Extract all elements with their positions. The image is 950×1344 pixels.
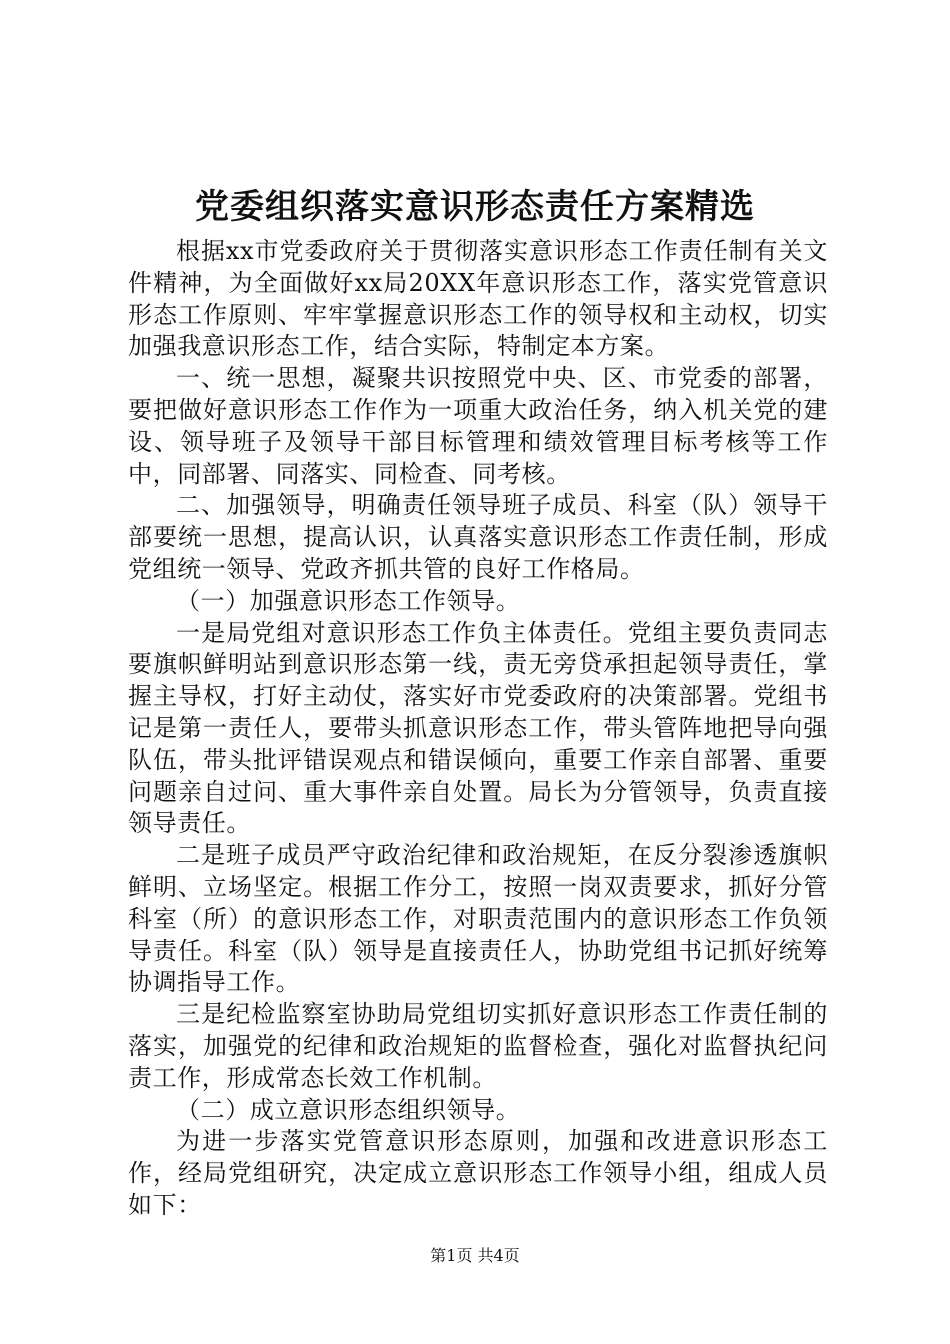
paragraph-item-1: 一是局党组对意识形态工作负主体责任。党组主要负责同志要旗帜鲜明站到意识形态第一线，责无旁贷承担起领导责任，掌握主导权，打好主动仗，落实好市党委政府的决策部署。党组书记是第一责任人，要带头抓意识形态工作，带头管阵地把导向强队伍，带头批评错误观点和错误倾向，重要工作亲自部署、重要问题亲自过问、重大事件亲自处置。局长为分管领导，负责直接领导责任。 <box>128 618 828 838</box>
paragraph-item-2: 二是班子成员严守政治纪律和政治规矩，在反分裂渗透旗帜鲜明、立场坚定。根据工作分工，按照一岗双责要求，抓好分管科室（所）的意识形态工作，对职责范围内的意识形态工作负领导责任。科室（队）领导是直接责任人，协助党组书记抓好统筹协调指导工作。 <box>128 841 828 997</box>
paragraph-section-1: 一、统一思想，凝聚共识按照党中央、区、市党委的部署，要把做好意识形态工作作为一项重大政治任务，纳入机关党的建设、领导班子及领导干部目标管理和绩效管理目标考核等工作中，同部署、同落实、同检查、同考核。 <box>128 364 828 488</box>
paragraph-item-3: 三是纪检监察室协助局党组切实抓好意识形态工作责任制的落实，加强党的纪律和政治规矩的监督检查，强化对监督执纪问责工作，形成常态长效工作机制。 <box>128 1000 828 1092</box>
document-body <box>128 236 828 1222</box>
page-footer: 第1页 共4页 <box>430 1246 520 1265</box>
document-title: 党委组织落实意识形态责任方案精选 <box>195 187 755 227</box>
paragraph-intro: 根据xx市党委政府关于贯彻落实意识形态工作责任制有关文件精神，为全面做好xx局20XX年意识形态工作，落实党管意识形态工作原则、牢牢掌握意识形态工作的领导权和主动权，切实加强我意识形态工作，结合实际，特制定本方案。 <box>128 237 828 361</box>
paragraph-section-2: 二、加强领导，明确责任领导班子成员、科室（队）领导干部要统一思想，提高认识，认真落实意识形态工作责任制，形成党组统一领导、党政齐抓共管的良好工作格局。 <box>128 491 828 583</box>
paragraph-team-intro: 为进一步落实党管意识形态原则，加强和改进意识形态工作，经局党组研究，决定成立意识形态工作领导小组，组成人员如下： <box>128 1127 828 1219</box>
paragraph-subsection-2: （二）成立意识形态组织领导。 <box>176 1095 521 1124</box>
paragraph-subsection-1: （一）加强意识形态工作领导。 <box>176 586 521 615</box>
